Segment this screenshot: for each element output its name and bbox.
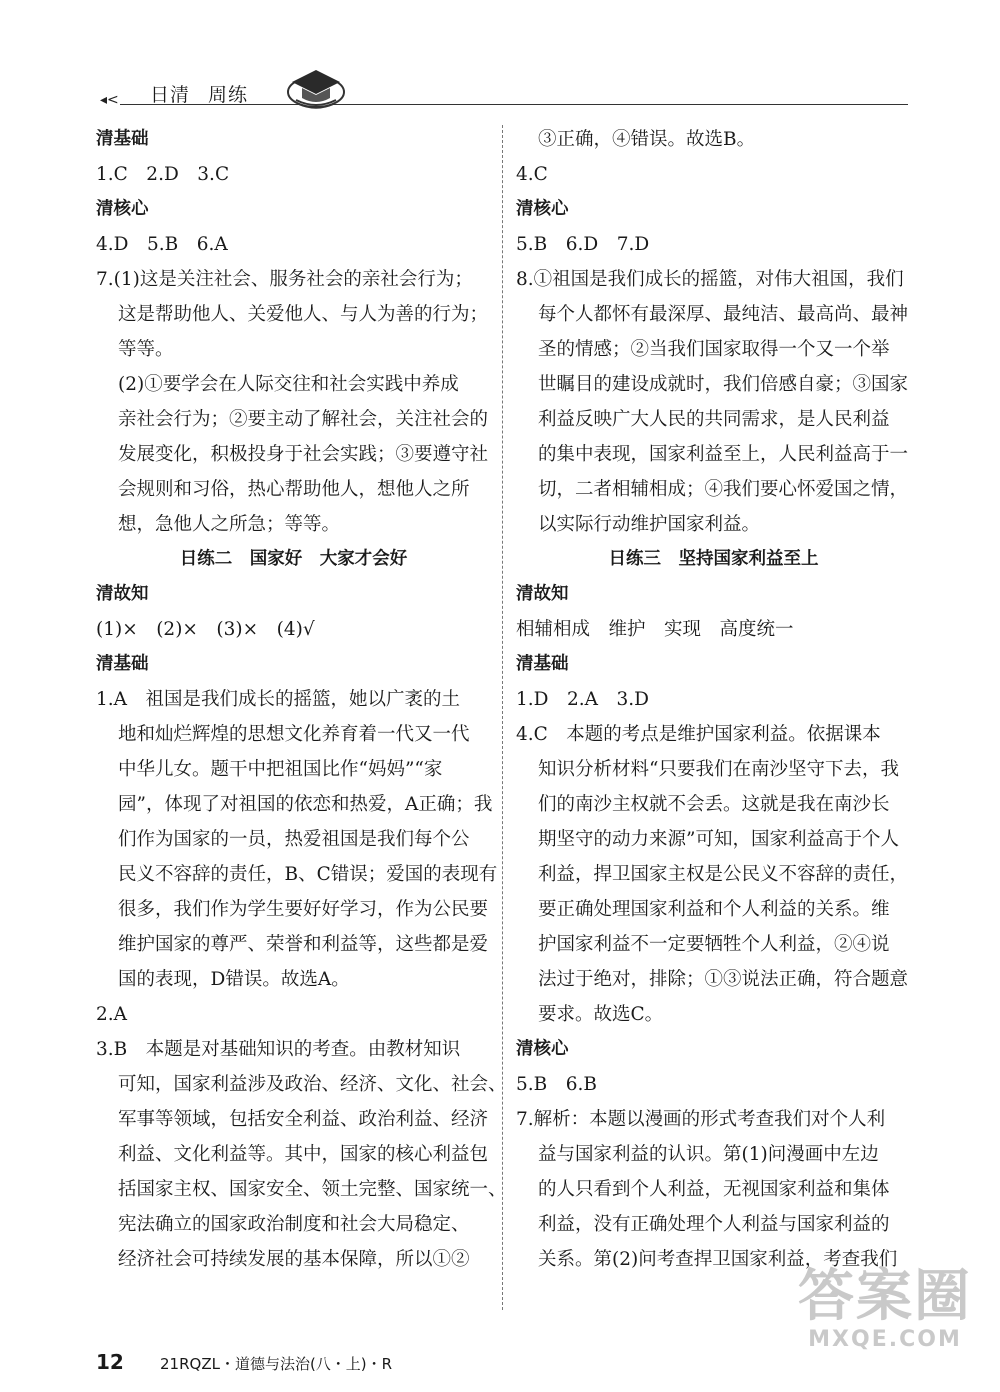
text-line-continued: 切，二者相辅相成；④我们要心怀爱国之情， xyxy=(538,479,909,500)
text-line-continued: 法过于绝对，排除；①③说法正确，符合题意 xyxy=(538,969,909,990)
answer-item: 8.①祖国是我们成长的摇篮，对伟大祖国，我们 xyxy=(516,269,904,290)
watermark-logo xyxy=(798,1264,972,1352)
answer-item: 1.C 2.D 3.C xyxy=(96,164,230,185)
subsection-heading: 清核心 xyxy=(96,199,149,219)
text-line-continued: 的集中表现，国家利益至上，人民利益高于一 xyxy=(538,444,909,465)
text-line-continued: 每个人都怀有最深厚、最纯洁、最高尚、最神 xyxy=(538,304,909,325)
watermark-small-text: MXQE.COM xyxy=(808,1327,962,1352)
answer-item: 7.解析：本题以漫画的形式考查我们对个人利 xyxy=(516,1109,886,1130)
text-line-continued: 利益、文化利益等。其中，国家的核心利益包 xyxy=(118,1144,489,1165)
answer-item: 4.C 本题的考点是维护国家利益。依据课本 xyxy=(516,724,881,745)
text-line-continued: (2)①要学会在人际交往和社会实践中养成 xyxy=(118,374,459,395)
answer-item: 3.B 本题是对基础知识的考查。由教材知识 xyxy=(96,1039,461,1060)
answer-item: 5.B 6.B xyxy=(516,1074,597,1095)
subsection-heading: 清基础 xyxy=(96,654,149,674)
right-column xyxy=(516,122,911,1277)
text-line-continued: 关系。第(2)问考查捍卫国家利益，考查我们 xyxy=(538,1249,898,1270)
text-line-continued: 要正确处理国家利益和个人利益的关系。维 xyxy=(538,899,890,920)
mortarboard-logo-icon xyxy=(284,62,348,110)
text-line-continued: 发展变化，积极投身于社会实践；③要遵守社 xyxy=(118,444,489,465)
subsection-heading: 清故知 xyxy=(516,584,569,604)
text-line-continued: 世瞩目的建设成就时，我们倍感自豪；③国家 xyxy=(538,374,909,395)
text-line-continued: 经济社会可持续发展的基本保障，所以①② xyxy=(118,1249,470,1270)
text-line-continued: 等等。 xyxy=(118,339,174,360)
header-brand-part1: 日清 xyxy=(150,84,191,106)
subsection-heading: 清核心 xyxy=(516,1039,569,1059)
text-line-continued: ③正确，④错误。故选B。 xyxy=(538,129,756,150)
answer-item: (1)× (2)× (3)× (4)√ xyxy=(96,619,315,640)
section-heading: 日练二 国家好 大家才会好 xyxy=(179,549,408,569)
text-line-continued: 护国家利益不一定要牺牲个人利益，②④说 xyxy=(538,934,890,955)
text-line-continued: 宪法确立的国家政治制度和社会大局稳定、 xyxy=(118,1214,470,1235)
text-line-continued: 的人只看到个人利益，无视国家利益和集体 xyxy=(538,1179,890,1200)
text-line-continued: 利益反映广大人民的共同需求，是人民利益 xyxy=(538,409,890,430)
text-line-continued: 这是帮助他人、关爱他人、与人为善的行为； xyxy=(118,304,489,325)
answer-item: 5.B 6.D 7.D xyxy=(516,234,650,255)
answer-item: 7.(1)这是关注社会、服务社会的亲社会行为； xyxy=(96,269,473,290)
text-line-continued: 军事等领域，包括安全利益、政治利益、经济 xyxy=(118,1109,489,1130)
text-line-continued: 括国家主权、国家安全、领土完整、国家统一、 xyxy=(118,1179,507,1200)
left-column xyxy=(96,122,507,1277)
text-line-continued: 利益，没有正确处理个人利益与国家利益的 xyxy=(538,1214,890,1235)
text-line-continued: 园”，体现了对祖国的依恋和热爱，A正确；我 xyxy=(118,794,493,815)
text-line-continued: 们的南沙主权就不会丢。这就是我在南沙长 xyxy=(538,794,890,815)
answer-item: 1.A 祖国是我们成长的摇篮，她以广袤的土 xyxy=(96,689,461,710)
text-line-continued: 要求。故选C。 xyxy=(538,1004,664,1025)
page-number: 12 xyxy=(96,1350,124,1374)
answer-item: 相辅相成 维护 实现 高度统一 xyxy=(516,619,794,640)
text-line-continued: 很多，我们作为学生要好好学习，作为公民要 xyxy=(118,899,489,920)
text-line-continued: 圣的情感；②当我们国家取得一个又一个举 xyxy=(538,339,890,360)
subsection-heading: 清基础 xyxy=(516,654,569,674)
subsection-heading: 清故知 xyxy=(96,584,149,604)
section-heading: 日练三 坚持国家利益至上 xyxy=(608,549,819,569)
text-line-continued: 国的表现，D错误。故选A。 xyxy=(118,969,350,990)
header-brand-part2: 周练 xyxy=(208,84,249,106)
text-line-continued: 可知，国家利益涉及政治、经济、文化、社会、 xyxy=(118,1074,507,1095)
answer-item: 2.A xyxy=(96,1004,128,1025)
text-line-continued: 利益，捍卫国家主权是公民义不容辞的责任， xyxy=(538,864,909,885)
book-code: 21RQZL・道德与法治(八・上)・R xyxy=(160,1355,393,1373)
subsection-heading: 清核心 xyxy=(516,199,569,219)
text-line-continued: 期坚守的动力来源”可知，国家利益高于个人 xyxy=(538,829,899,850)
watermark-big-text: 答案圈 xyxy=(798,1264,972,1329)
text-line-continued: 维护国家的尊严、荣誉和利益等，这些都是爱 xyxy=(118,934,489,955)
header-arrow-icon: ◂< xyxy=(100,92,119,108)
text-line-continued: 亲社会行为；②要主动了解社会，关注社会的 xyxy=(118,409,489,430)
text-line-continued: 知识分析材料“只要我们在南沙坚守下去，我 xyxy=(538,759,899,780)
column-divider xyxy=(502,125,503,1310)
answer-item: 4.D 5.B 6.A xyxy=(96,234,228,255)
answer-item: 4.C xyxy=(516,164,548,185)
text-line-continued: 益与国家利益的认识。第(1)问漫画中左边 xyxy=(538,1144,879,1165)
subsection-heading: 清基础 xyxy=(96,129,149,149)
page-header xyxy=(100,62,908,112)
text-line-continued: 中华儿女。题干中把祖国比作“妈妈”“家 xyxy=(118,759,443,780)
text-line-continued: 地和灿烂辉煌的思想文化养育着一代又一代 xyxy=(118,724,470,745)
header-rule-right xyxy=(350,104,908,105)
text-line-continued: 会规则和习俗，热心帮助他人，想他人之所 xyxy=(118,479,470,500)
text-line-continued: 以实际行动维护国家利益。 xyxy=(538,514,761,535)
text-line-continued: 想，急他人之所急；等等。 xyxy=(118,514,341,535)
text-line-continued: 们作为国家的一员，热爱祖国是我们每个公 xyxy=(118,829,470,850)
answer-item: 1.D 2.A 3.D xyxy=(516,689,649,710)
text-line-continued: 民义不容辞的责任，B、C错误；爱国的表现有 xyxy=(118,864,498,885)
header-brand xyxy=(150,80,248,107)
